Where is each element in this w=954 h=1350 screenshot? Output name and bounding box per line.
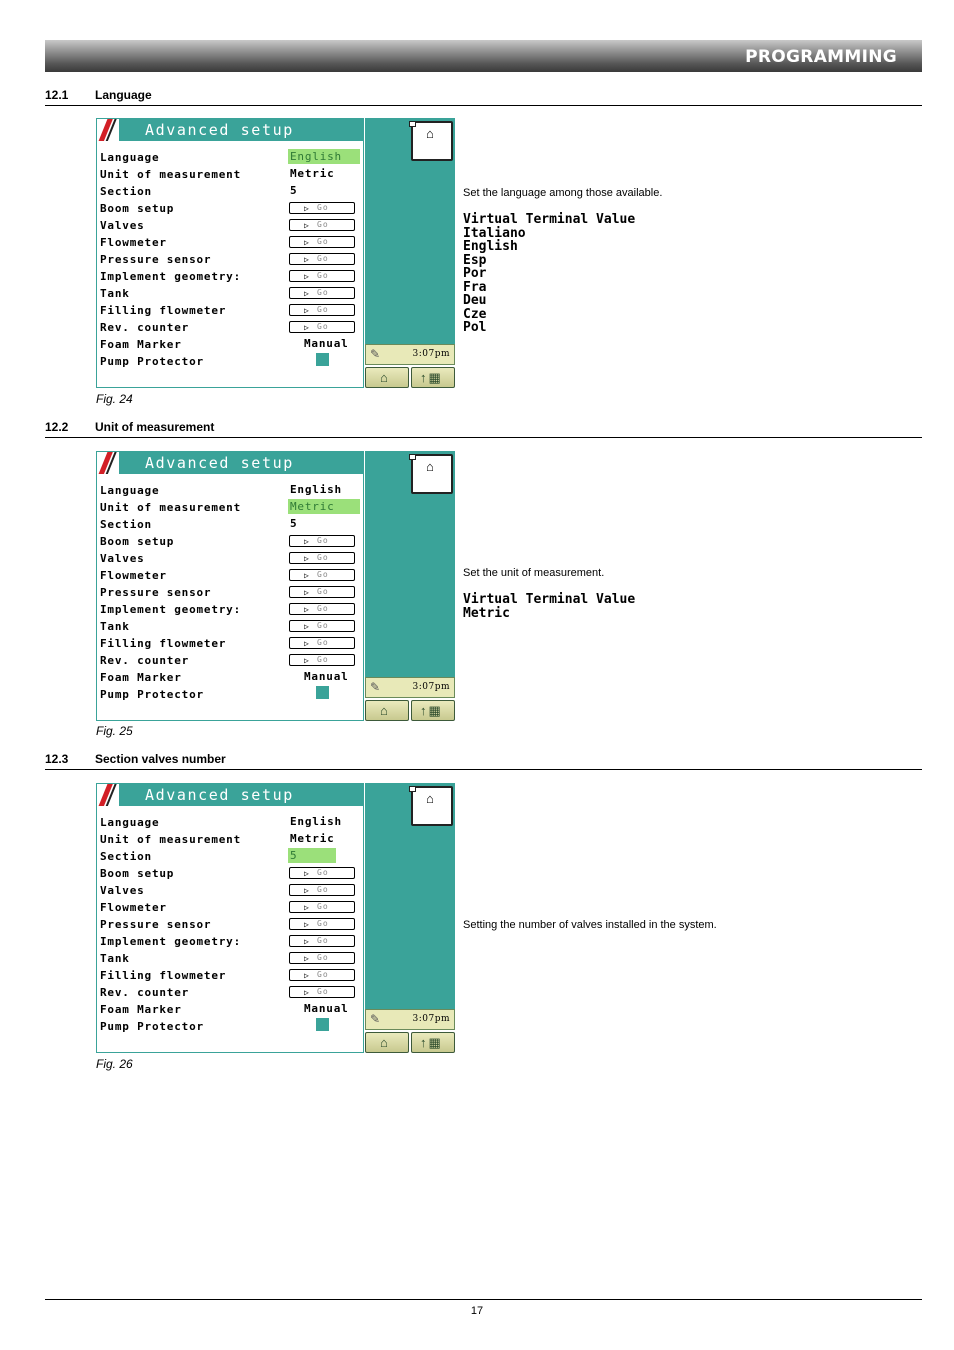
play-arrow-icon: ▷ [304, 903, 309, 912]
play-arrow-icon: ▷ [304, 537, 309, 546]
section-heading-section-valves [45, 752, 922, 770]
corner-mark-icon [409, 454, 416, 460]
row-rev-counter[interactable] [100, 984, 362, 1000]
go-button[interactable]: ▷ Go [289, 603, 355, 615]
play-arrow-icon: ▷ [304, 571, 309, 580]
row-label: Valves [100, 219, 145, 232]
brand-logo-icon [97, 119, 119, 141]
row-label: Language [100, 484, 160, 497]
unit-value[interactable]: Metric [290, 832, 335, 845]
play-arrow-icon: ▷ [304, 920, 309, 929]
vt-value: Pol [463, 320, 487, 335]
corner-mark-icon [409, 786, 416, 792]
play-arrow-icon: ▷ [304, 954, 309, 963]
row-implement-geometry[interactable] [100, 601, 362, 617]
play-arrow-icon: ▷ [304, 988, 309, 997]
vt-value: Metric [463, 605, 510, 621]
row-label: Boom setup [100, 535, 175, 548]
language-value[interactable]: English [290, 483, 342, 496]
up-arrow-grid-icon: ↑▦ [420, 370, 443, 385]
row-pump-protector[interactable] [100, 353, 362, 369]
go-button[interactable]: ▷ Go [289, 304, 355, 316]
section-description: Setting the number of valves installed in the system. [463, 919, 717, 931]
go-button[interactable]: ▷ Go [289, 287, 355, 299]
row-section[interactable] [100, 516, 362, 532]
language-value[interactable]: English [290, 815, 342, 828]
section-value[interactable]: 5 [290, 184, 298, 197]
figure-caption: Fig. 25 [96, 724, 133, 738]
row-implement-geometry[interactable] [100, 933, 362, 949]
row-pump-protector[interactable] [100, 686, 362, 702]
nav-menu-button[interactable] [411, 700, 455, 721]
home-softkey[interactable] [411, 454, 453, 494]
row-section[interactable] [100, 183, 362, 199]
go-button[interactable]: ▷ Go [289, 654, 355, 666]
home-icon: ⌂ [380, 703, 388, 718]
terminal-screen [96, 783, 364, 1053]
terminal-screenshot-fig25 [96, 451, 455, 722]
row-label: Tank [100, 287, 130, 300]
vt-value: Esp [463, 252, 487, 268]
pump-protector-checkbox[interactable] [316, 1018, 329, 1031]
row-label: Rev. counter [100, 654, 190, 667]
section-title: Section valves number [95, 752, 226, 766]
section-description: Set the language among those available. [463, 187, 663, 199]
row-label: Section [100, 850, 152, 863]
brand-logo-icon [97, 452, 119, 474]
language-value-selected[interactable]: English [288, 149, 360, 164]
row-tank[interactable] [100, 618, 362, 634]
row-pressure-sensor[interactable] [100, 584, 362, 600]
home-softkey[interactable] [411, 786, 453, 826]
home-softkey[interactable] [411, 121, 453, 161]
play-arrow-icon: ▷ [304, 306, 309, 315]
row-label: Flowmeter [100, 569, 167, 582]
row-filling-flowmeter[interactable] [100, 302, 362, 318]
play-arrow-icon: ▷ [304, 323, 309, 332]
go-button[interactable]: ▷ Go [289, 552, 355, 564]
row-flowmeter[interactable] [100, 567, 362, 583]
play-arrow-icon: ▷ [304, 886, 309, 895]
play-arrow-icon: ▷ [304, 554, 309, 563]
vt-value-list [463, 213, 635, 335]
figure-caption: Fig. 24 [96, 392, 133, 406]
home-icon: ⌂ [380, 370, 388, 385]
section-title: Language [95, 88, 152, 102]
row-implement-geometry[interactable] [100, 268, 362, 284]
vt-value: Italiano [463, 225, 526, 241]
home-icon: ⌂ [426, 126, 434, 141]
terminal-title: Advanced setup [145, 121, 294, 139]
vt-header: Virtual Terminal Value [463, 212, 636, 227]
row-label: Unit of measurement [100, 833, 242, 846]
terminal-title: Advanced setup [145, 786, 294, 804]
go-button[interactable]: ▷ Go [289, 236, 355, 248]
page-number: 17 [470, 1305, 484, 1317]
clock-time: 3:07pm [412, 682, 450, 692]
terminal-title: Advanced setup [145, 454, 294, 472]
softkey-panel [365, 118, 455, 344]
row-pump-protector[interactable] [100, 1018, 362, 1034]
play-arrow-icon: ▷ [304, 937, 309, 946]
section-value-selected[interactable]: 5 [288, 848, 336, 863]
row-label: Language [100, 816, 160, 829]
nav-home-button[interactable] [365, 1032, 409, 1053]
row-section[interactable] [100, 848, 362, 864]
row-label: Flowmeter [100, 901, 167, 914]
unit-value[interactable]: Metric [290, 167, 335, 180]
play-arrow-icon: ▷ [304, 221, 309, 230]
row-label: Pump Protector [100, 688, 204, 701]
play-arrow-icon: ▷ [304, 656, 309, 665]
row-label: Tank [100, 620, 130, 633]
play-arrow-icon: ▷ [304, 971, 309, 980]
row-language[interactable] [100, 482, 362, 498]
clock-time: 3:07pm [412, 1014, 450, 1024]
brand-logo-icon [97, 784, 119, 806]
home-icon: ⌂ [426, 459, 434, 474]
row-label: Implement geometry: [100, 270, 242, 283]
section-description: Set the unit of measurement. [463, 567, 605, 579]
nav-menu-button[interactable] [411, 1032, 455, 1053]
play-arrow-icon: ▷ [304, 204, 309, 213]
row-label: Implement geometry: [100, 603, 242, 616]
home-icon: ⌂ [380, 1035, 388, 1050]
go-button[interactable]: ▷ Go [289, 535, 355, 547]
row-label: Valves [100, 884, 145, 897]
play-arrow-icon: ▷ [304, 289, 309, 298]
row-boom-setup[interactable] [100, 533, 362, 549]
row-tank[interactable] [100, 285, 362, 301]
row-label: Language [100, 151, 160, 164]
up-arrow-grid-icon: ↑▦ [420, 1035, 443, 1050]
foam-marker-value[interactable]: Manual [304, 1002, 349, 1015]
row-label: Unit of measurement [100, 168, 242, 181]
play-arrow-icon: ▷ [304, 238, 309, 247]
row-unit[interactable] [100, 831, 362, 847]
row-label: Pump Protector [100, 355, 204, 368]
section-number: 12.2 [45, 420, 69, 434]
play-arrow-icon: ▷ [304, 605, 309, 614]
foam-marker-value[interactable]: Manual [304, 337, 349, 350]
row-rev-counter[interactable] [100, 319, 362, 335]
row-label: Pump Protector [100, 1020, 204, 1033]
row-foam-marker[interactable] [100, 669, 362, 685]
play-arrow-icon: ▷ [304, 639, 309, 648]
pump-protector-checkbox[interactable] [316, 353, 329, 366]
unit-value-selected[interactable]: Metric [288, 499, 360, 514]
terminal-titlebar [97, 452, 363, 474]
terminal-screen [96, 118, 364, 388]
go-button[interactable]: ▷ Go [289, 901, 355, 913]
tool-icon: ✎ [370, 680, 381, 694]
row-label: Foam Marker [100, 1003, 182, 1016]
tool-icon: ✎ [370, 1012, 381, 1026]
row-filling-flowmeter[interactable] [100, 967, 362, 983]
vt-value: Cze [463, 306, 487, 322]
play-arrow-icon: ▷ [304, 869, 309, 878]
row-label: Rev. counter [100, 986, 190, 999]
vt-value: English [463, 239, 518, 254]
row-label: Boom setup [100, 867, 175, 880]
figure-caption: Fig. 26 [96, 1057, 133, 1071]
row-label: Pressure sensor [100, 253, 212, 266]
go-button[interactable]: ▷ Go [289, 884, 355, 896]
row-filling-flowmeter[interactable] [100, 635, 362, 651]
go-button[interactable]: ▷ Go [289, 620, 355, 632]
row-unit[interactable] [100, 499, 362, 515]
row-label: Filling flowmeter [100, 637, 227, 650]
row-label: Unit of measurement [100, 501, 242, 514]
nav-home-button[interactable] [365, 700, 409, 721]
row-label: Valves [100, 552, 145, 565]
play-arrow-icon: ▷ [304, 272, 309, 281]
vt-value-list [463, 593, 635, 620]
play-arrow-icon: ▷ [304, 255, 309, 264]
terminal-screen [96, 451, 364, 721]
section-value[interactable]: 5 [290, 517, 298, 530]
go-button[interactable]: ▷ Go [289, 986, 355, 998]
vt-value: Fra [463, 279, 487, 295]
terminal-screenshot-fig26 [96, 783, 455, 1054]
tool-icon: ✎ [370, 347, 381, 361]
status-bar [365, 677, 455, 698]
row-label: Pressure sensor [100, 918, 212, 931]
softkey-panel [365, 783, 455, 1009]
row-valves[interactable] [100, 217, 362, 233]
header-title: PROGRAMMING [745, 47, 897, 67]
row-label: Pressure sensor [100, 586, 212, 599]
row-label: Tank [100, 952, 130, 965]
footer-rule [45, 1299, 922, 1300]
row-label: Filling flowmeter [100, 969, 227, 982]
row-pressure-sensor[interactable] [100, 916, 362, 932]
row-rev-counter[interactable] [100, 652, 362, 668]
header-bar [45, 40, 922, 72]
row-flowmeter[interactable] [100, 234, 362, 250]
nav-menu-button[interactable] [411, 367, 455, 388]
status-bar [365, 344, 455, 365]
go-button[interactable]: ▷ Go [289, 935, 355, 947]
vt-value: Por [463, 266, 487, 281]
row-label: Implement geometry: [100, 935, 242, 948]
row-valves[interactable] [100, 882, 362, 898]
row-label: Foam Marker [100, 671, 182, 684]
go-button[interactable]: ▷ Go [289, 202, 355, 214]
row-boom-setup[interactable] [100, 200, 362, 216]
go-button[interactable]: ▷ Go [289, 918, 355, 930]
row-label: Section [100, 518, 152, 531]
pump-protector-checkbox[interactable] [316, 686, 329, 699]
section-number: 12.1 [45, 88, 69, 102]
row-label: Boom setup [100, 202, 175, 215]
home-icon: ⌂ [426, 791, 434, 806]
section-title: Unit of measurement [95, 420, 215, 434]
up-arrow-grid-icon: ↑▦ [420, 703, 443, 718]
row-label: Rev. counter [100, 321, 190, 334]
section-heading-language [45, 88, 922, 106]
go-button[interactable]: ▷ Go [289, 253, 355, 265]
play-arrow-icon: ▷ [304, 622, 309, 631]
go-button[interactable]: ▷ Go [289, 867, 355, 879]
row-label: Flowmeter [100, 236, 167, 249]
go-button[interactable]: ▷ Go [289, 969, 355, 981]
corner-mark-icon [409, 121, 416, 127]
terminal-titlebar [97, 784, 363, 806]
vt-value: Deu [463, 293, 487, 308]
nav-home-button[interactable] [365, 367, 409, 388]
row-language[interactable] [100, 814, 362, 830]
row-label: Section [100, 185, 152, 198]
section-heading-unit [45, 420, 922, 438]
row-tank[interactable] [100, 950, 362, 966]
status-bar [365, 1009, 455, 1030]
go-button[interactable]: ▷ Go [289, 321, 355, 333]
row-boom-setup[interactable] [100, 865, 362, 881]
foam-marker-value[interactable]: Manual [304, 670, 349, 683]
vt-header: Virtual Terminal Value [463, 592, 636, 607]
play-arrow-icon: ▷ [304, 588, 309, 597]
section-number: 12.3 [45, 752, 69, 766]
go-button[interactable]: ▷ Go [289, 270, 355, 282]
go-button[interactable]: ▷ Go [289, 569, 355, 581]
row-label: Filling flowmeter [100, 304, 227, 317]
go-button[interactable]: ▷ Go [289, 219, 355, 231]
row-pressure-sensor[interactable] [100, 251, 362, 267]
go-button[interactable]: ▷ Go [289, 952, 355, 964]
clock-time: 3:07pm [412, 349, 450, 359]
terminal-titlebar [97, 119, 363, 141]
terminal-screenshot-fig24 [96, 118, 455, 389]
row-foam-marker[interactable] [100, 1001, 362, 1017]
go-button[interactable]: ▷ Go [289, 586, 355, 598]
row-label: Foam Marker [100, 338, 182, 351]
row-language[interactable] [100, 149, 362, 165]
softkey-panel [365, 451, 455, 677]
row-valves[interactable] [100, 550, 362, 566]
go-button[interactable]: ▷ Go [289, 637, 355, 649]
row-foam-marker[interactable] [100, 336, 362, 352]
row-unit[interactable] [100, 166, 362, 182]
row-flowmeter[interactable] [100, 899, 362, 915]
